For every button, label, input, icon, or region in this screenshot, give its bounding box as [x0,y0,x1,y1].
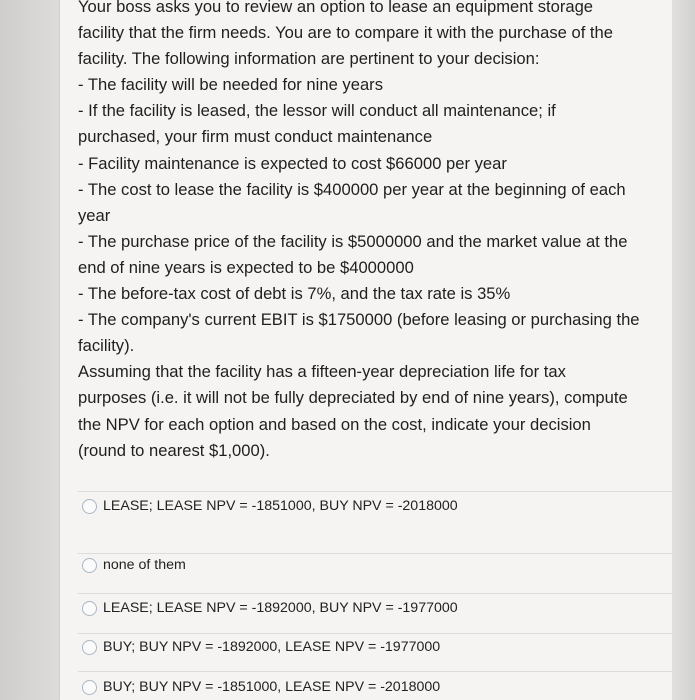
question-line: purchased, your firm must conduct maintenance [78,127,433,147]
divider [78,593,672,594]
radio-button[interactable] [82,680,97,695]
answer-option-5[interactable] [82,679,440,695]
answer-option-3[interactable] [82,600,458,616]
divider [78,633,672,634]
question-line: facility that the firm needs. You are to compare it with the purchase of the [78,23,613,43]
question-line: end of nine years is expected to be $4000000 [78,257,414,277]
answer-option-4[interactable] [82,639,440,655]
option-label: BUY; BUY NPV = -1851000, LEASE NPV = -2018000 [103,679,441,695]
option-label: LEASE; LEASE NPV = -1851000, BUY NPV = -2018000 [103,498,458,514]
option-label: none of them [103,557,186,573]
radio-button[interactable] [82,601,97,616]
question-line: facility). [78,336,135,356]
right-margin [672,0,695,700]
question-line: the NPV for each option and based on the cost, indicate your decision [78,414,591,434]
question-text [78,0,658,464]
question-line: - If the facility is leased, the lessor will conduct all maintenance; if [78,101,556,121]
question-line: - The before-tax cost of debt is 7%, and the tax rate is 35% [78,284,511,304]
divider [78,491,672,492]
divider [78,553,672,554]
answer-option-1[interactable] [82,498,458,514]
answer-option-2[interactable] [82,557,186,573]
option-label: BUY; BUY NPV = -1892000, LEASE NPV = -1977000 [103,639,441,655]
radio-button[interactable] [82,558,97,573]
question-line: - Facility maintenance is expected to cost $66000 per year [78,153,507,173]
question-line: Assuming that the facility has a fifteen-year depreciation life for tax [78,362,566,382]
question-panel [60,0,672,700]
question-line: - The cost to lease the facility is $400000 per year at the beginning of each [78,179,626,199]
option-label: LEASE; LEASE NPV = -1892000, BUY NPV = -1977000 [103,600,458,616]
left-margin [0,0,60,700]
question-line: - The purchase price of the facility is $5000000 and the market value at the [78,231,628,251]
question-line: year [78,205,111,225]
question-line: (round to nearest $1,000). [78,440,270,460]
question-line: - The company's current EBIT is $1750000 (before leasing or purchasing the [78,310,640,330]
question-line: purposes (i.e. it will not be fully depreciated by end of nine years), compute [78,388,628,408]
question-line: - The facility will be needed for nine years [78,75,383,95]
radio-button[interactable] [82,640,97,655]
divider [78,671,672,672]
question-line: facility. The following information are pertinent to your decision: [78,49,540,69]
question-line: Your boss asks you to review an option to lease an equipment storage [78,0,594,16]
radio-button[interactable] [82,499,97,514]
